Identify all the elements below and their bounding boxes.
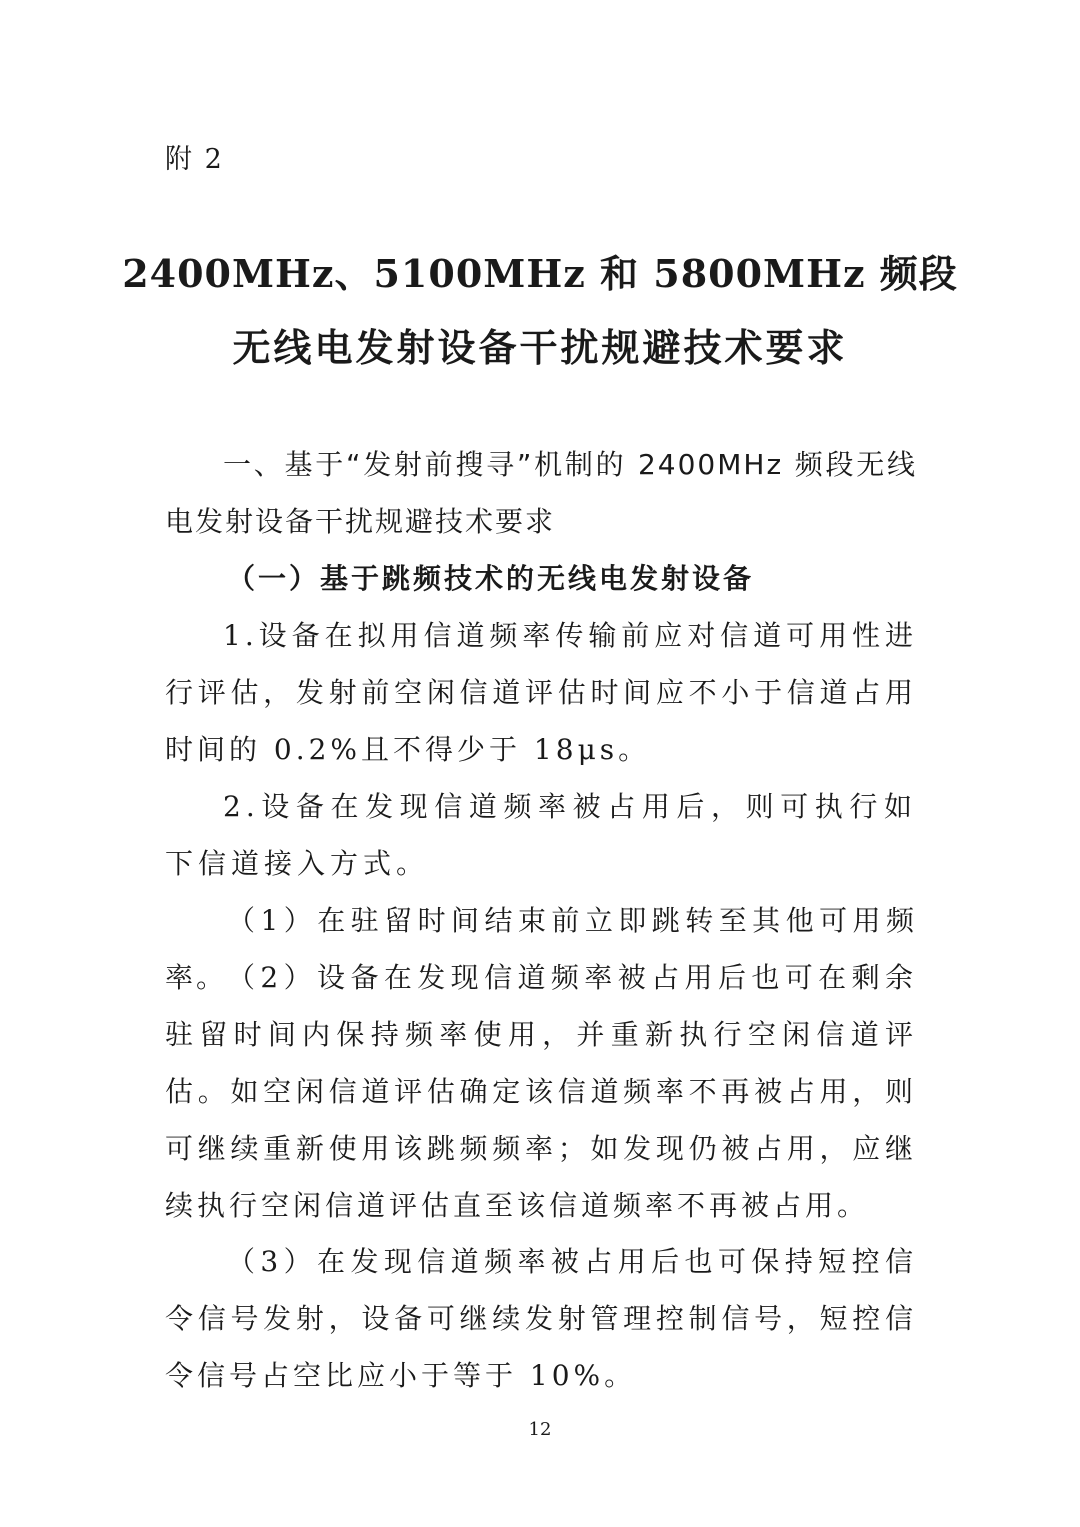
paragraph-1: 1.设备在拟用信道频率传输前应对信道可用性进行评估，发射前空闲信道评估时间应不小于信道占用时间的 0.2%且不得少于 18μs。 <box>165 619 917 766</box>
document-title-line-1: 2400MHz、5100MHz 和 5800MHz 频段 <box>122 251 958 296</box>
paragraph-item-2: （2）设备在发现信道频率被占用后也可在剩余驻留时间内保持频率使用，并重新执行空闲信道评估。如空闲信道评估确定该信道频率不再被占用，则可继续重新使用该跳频频率；如发现仍被占用，应继续执行空闲信道评估直至该信道频率不再被占用。 <box>165 961 917 1222</box>
paragraph-item-1: （1）在驻留时间结束前立即跳转至其他可用频率。 <box>165 904 917 994</box>
paragraph-item-3: （3）在发现信道频率被占用后也可保持短控信令信号发射，设备可继续发射管理控制信号，短控信令信号占空比应小于等于 10%。 <box>165 1245 917 1392</box>
section-heading: 一、基于“发射前搜寻”机制的 2400MHz 频段无线电发射设备干扰规避技术要求 <box>165 448 917 538</box>
paragraph-2: 2.设备在发现信道频率被占用后，则可执行如下信道接入方式。 <box>165 790 917 880</box>
page-number: 12 <box>528 1419 552 1440</box>
attachment-label: 附 2 <box>165 144 224 175</box>
sub-section-heading: （一）基于跳频技术的无线电发射设备 <box>227 562 755 595</box>
document-title-line-2: 无线电发射设备干扰规避技术要求 <box>232 325 848 370</box>
